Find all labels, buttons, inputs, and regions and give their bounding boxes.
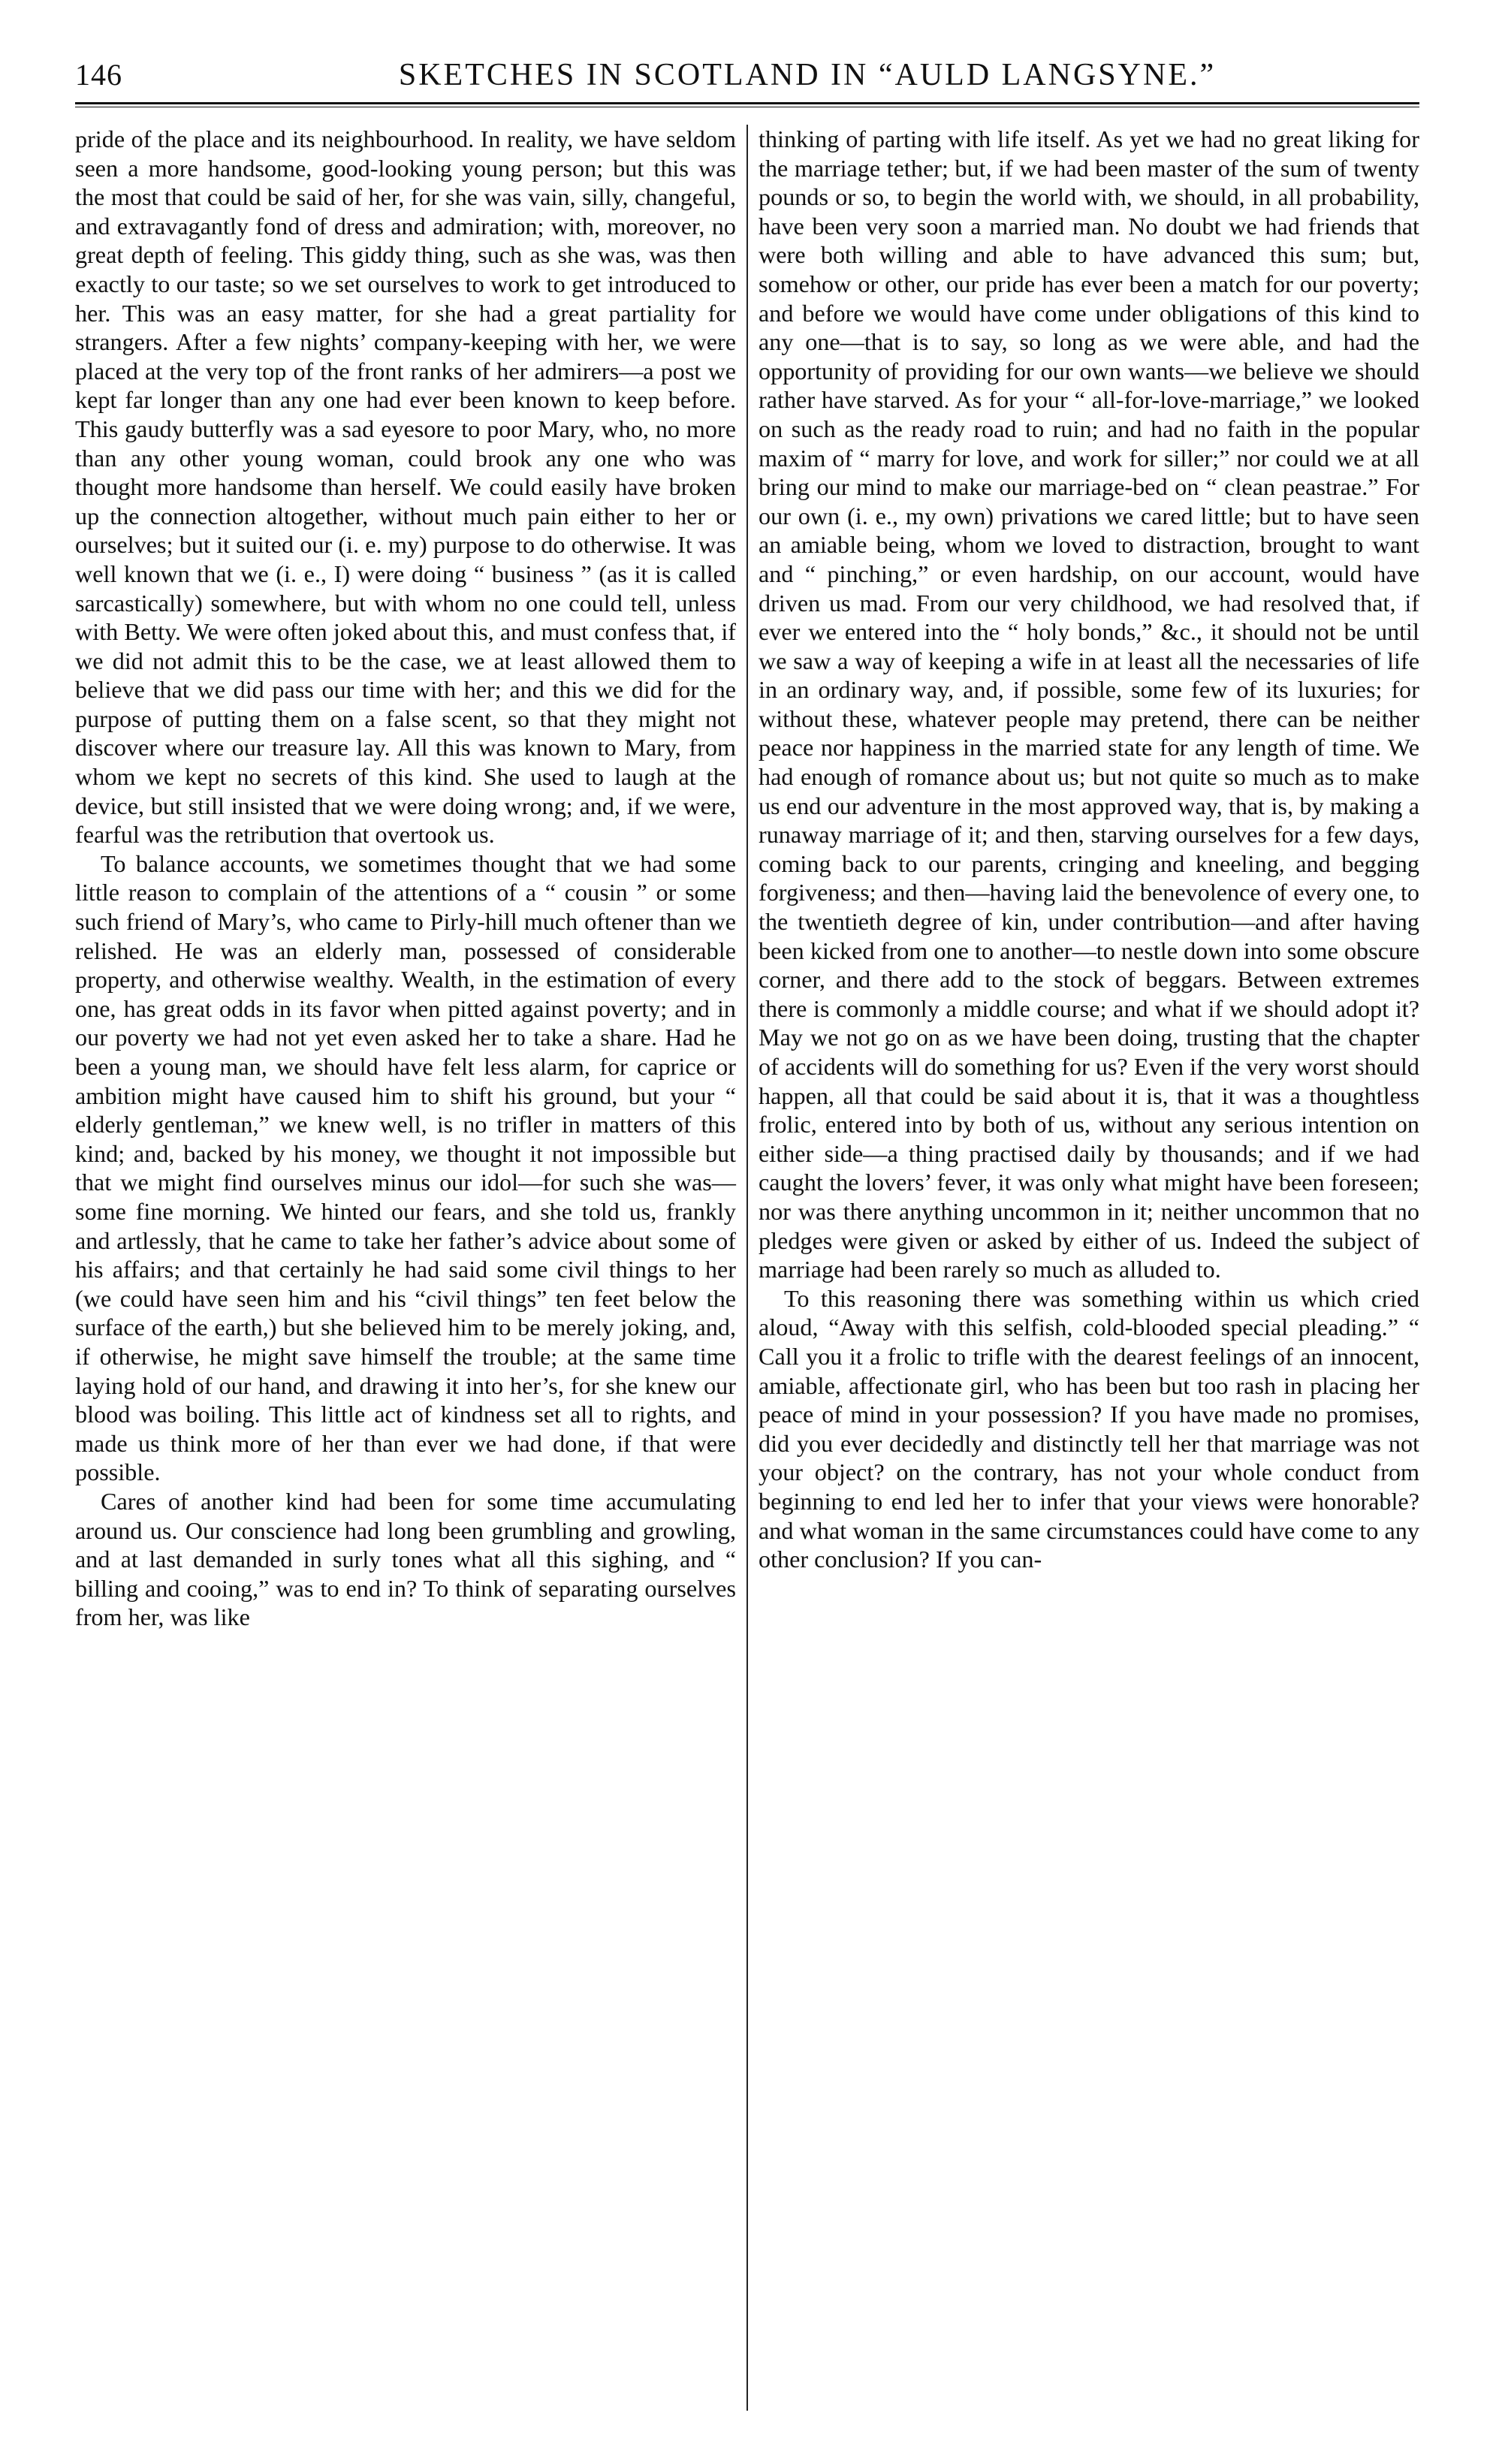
paragraph: thinking of parting with life itself. As yet we had no great liking for the marriage tether; but, if we had been master of the sum of twenty pounds or so, to begin the world with, we should, in all probability, have been very soon a married man. No doubt we had friends that were both willing and able to have advanced this sum; but, somehow or other, our pride has ever been a match for our poverty; and before we would have come under obligations of this kind to any one—that is to say, so long as we were able, and had the opportunity of providing for our own wants—we believe we should rather have starved. As for your “ all-for-love-marriage,” we looked on such as the ready road to ruin; and had no faith in the popular maxim of “ marry for love, and work for siller;” nor could we at all bring our mind to make our marriage-bed on “ clean peastrae.” For our own (i. e., my own) privations we cared little; but to have seen an amiable being, whom we loved to distraction, brought to want and “ pinching,” or even hardship, on our account, would have driven us mad. From our very childhood, we had resolved that, if ever we entered into the “ holy bonds,” &c., it should not be until we saw a way of keeping a wife in at least all the necessaries of life in an ordinary way, and, if possible, some few of its luxuries; for without these, whatever people may pretend, there can be neither peace nor happiness in the married state for any length of time. We had enough of romance about us; but not quite so much as to make us end our adventure in the most approved way, that is, by making a runaway marriage of it; and then, starving ourselves for a few days, coming back to our parents, cringing and kneeling, and begging forgiveness; and then—having laid the benevolence of every one, to the twentieth degree of kin, under contribution—and after having been kicked from one to another—to nestle down into some obscure corner, and there add to the stock of beggars. Between extremes there is commonly a middle course; and what if we should adopt it? May we not go on as we have been doing, trusting that the chapter of accidents will do something for us? Even if the very worst should happen, all that could be said about it is, that it was a thoughtless frolic, entered into by both of us, without any serious intention on either side—a thing practised daily by thousands; and if we had caught the lovers’ fever, it was only what might have been foreseen; nor was there anything uncommon in it; neither uncommon that no pledges were given or asked by either of us. Indeed the subject of marriage had been rarely so much as alluded to. [759, 125, 1419, 1283]
paragraph: Cares of another kind had been for some time accumulating around us. Our conscience had long been grumbling and growling, and at last demanded in surly tones what all this sighing, and “ billing and cooing,” was to end in? To think of separating ourselves from her, was like [75, 1487, 736, 1631]
paragraph: To this reasoning there was something within us which cried aloud, “Away with this selfish, cold-blooded special pleading.” “ Call you it a frolic to trifle with the dearest feelings of an innocent, amiable, affectionate girl, who has been but too rash in placing her peace of mind in your possession? If you have made no promises, did you ever decidedly and distinctly tell her that marriage was not your object? on the contrary, has not your whole conduct from beginning to end led her to infer that your views were honorable? and what woman in the same circumstances could have come to any other conclusion? If you can- [759, 1284, 1419, 1573]
left-column [75, 125, 746, 2411]
page-number: 146 [75, 58, 122, 92]
paragraph: To balance accounts, we sometimes thought that we had some little reason to complain of the attentions of a “ cousin ” or some such friend of Mary’s, who came to Pirly-hill much oftener than we relished. He was an elderly man, possessed of considerable property, and otherwise wealthy. Wealth, in the estimation of every one, has great odds in its favor when pitted against poverty; and in our poverty we had not yet even asked her to take a share. Had he been a young man, we should have felt less alarm, for caprice or ambition might have caused him to shift his ground, but your “ elderly gentleman,” we knew well, is no trifler in matters of this kind; and, backed by his money, we thought it not impossible but that we might find ourselves minus our idol—for such she was—some fine morning. We hinted our fears, and she told us, frankly and artlessly, that he came to take her father’s advice about some of his affairs; and that certainly he had said some civil things to her (we could have seen him and his “civil things” ten feet below the surface of the earth,) but she believed him to be merely joking, and, if otherwise, he might save himself the trouble; at the same time laying hold of our hand, and drawing it into her’s, for she knew our blood was boiling. This little act of kindness set all to rights, and made us think more of her than ever we had done, if that were possible. [75, 849, 736, 1486]
paragraph: pride of the place and its neighbourhood. In reality, we have seldom seen a more handsome, good-looking young person; but this was the most that could be said of her, for she was vain, silly, changeful, and extravagantly fond of dress and admiration; with, moreover, no great depth of feeling. This giddy thing, such as she was, was then exactly to our taste; so we set ourselves to work to get introduced to her. This was an easy matter, for she had a great partiality for strangers. After a few nights’ company-keeping with her, we were placed at the very top of the front ranks of her admirers—a post we kept far longer than any one had ever been known to keep before. This gaudy butterfly was a sad eyesore to poor Mary, who, no more than any other young woman, could brook any one who was thought more handsome than herself. We could easily have broken up the connection altogether, without much pain either to her or ourselves; but it suited our (i. e. my) purpose to do otherwise. It was well known that we (i. e., I) were doing “ business ” (as it is called sarcastically) somewhere, but with whom no one could tell, unless with Betty. We were often joked about this, and must confess that, if we did not admit this to be the case, we at least allowed them to believe that we did pass our time with her; and this we did for the purpose of putting them on a false scent, so that they might not discover where our treasure lay. All this was known to Mary, from whom we kept no secrets of this kind. She used to laugh at the device, but still insisted that we were doing wrong; and, if we were, fearful was the retribution that overtook us. [75, 125, 736, 849]
right-column [748, 125, 1419, 2411]
running-title: SKETCHES IN SCOTLAND IN “AULD LANGSYNE.” [398, 58, 1217, 92]
book-page [75, 53, 1419, 2411]
text-columns [75, 125, 1419, 2411]
page-header [75, 53, 1419, 107]
